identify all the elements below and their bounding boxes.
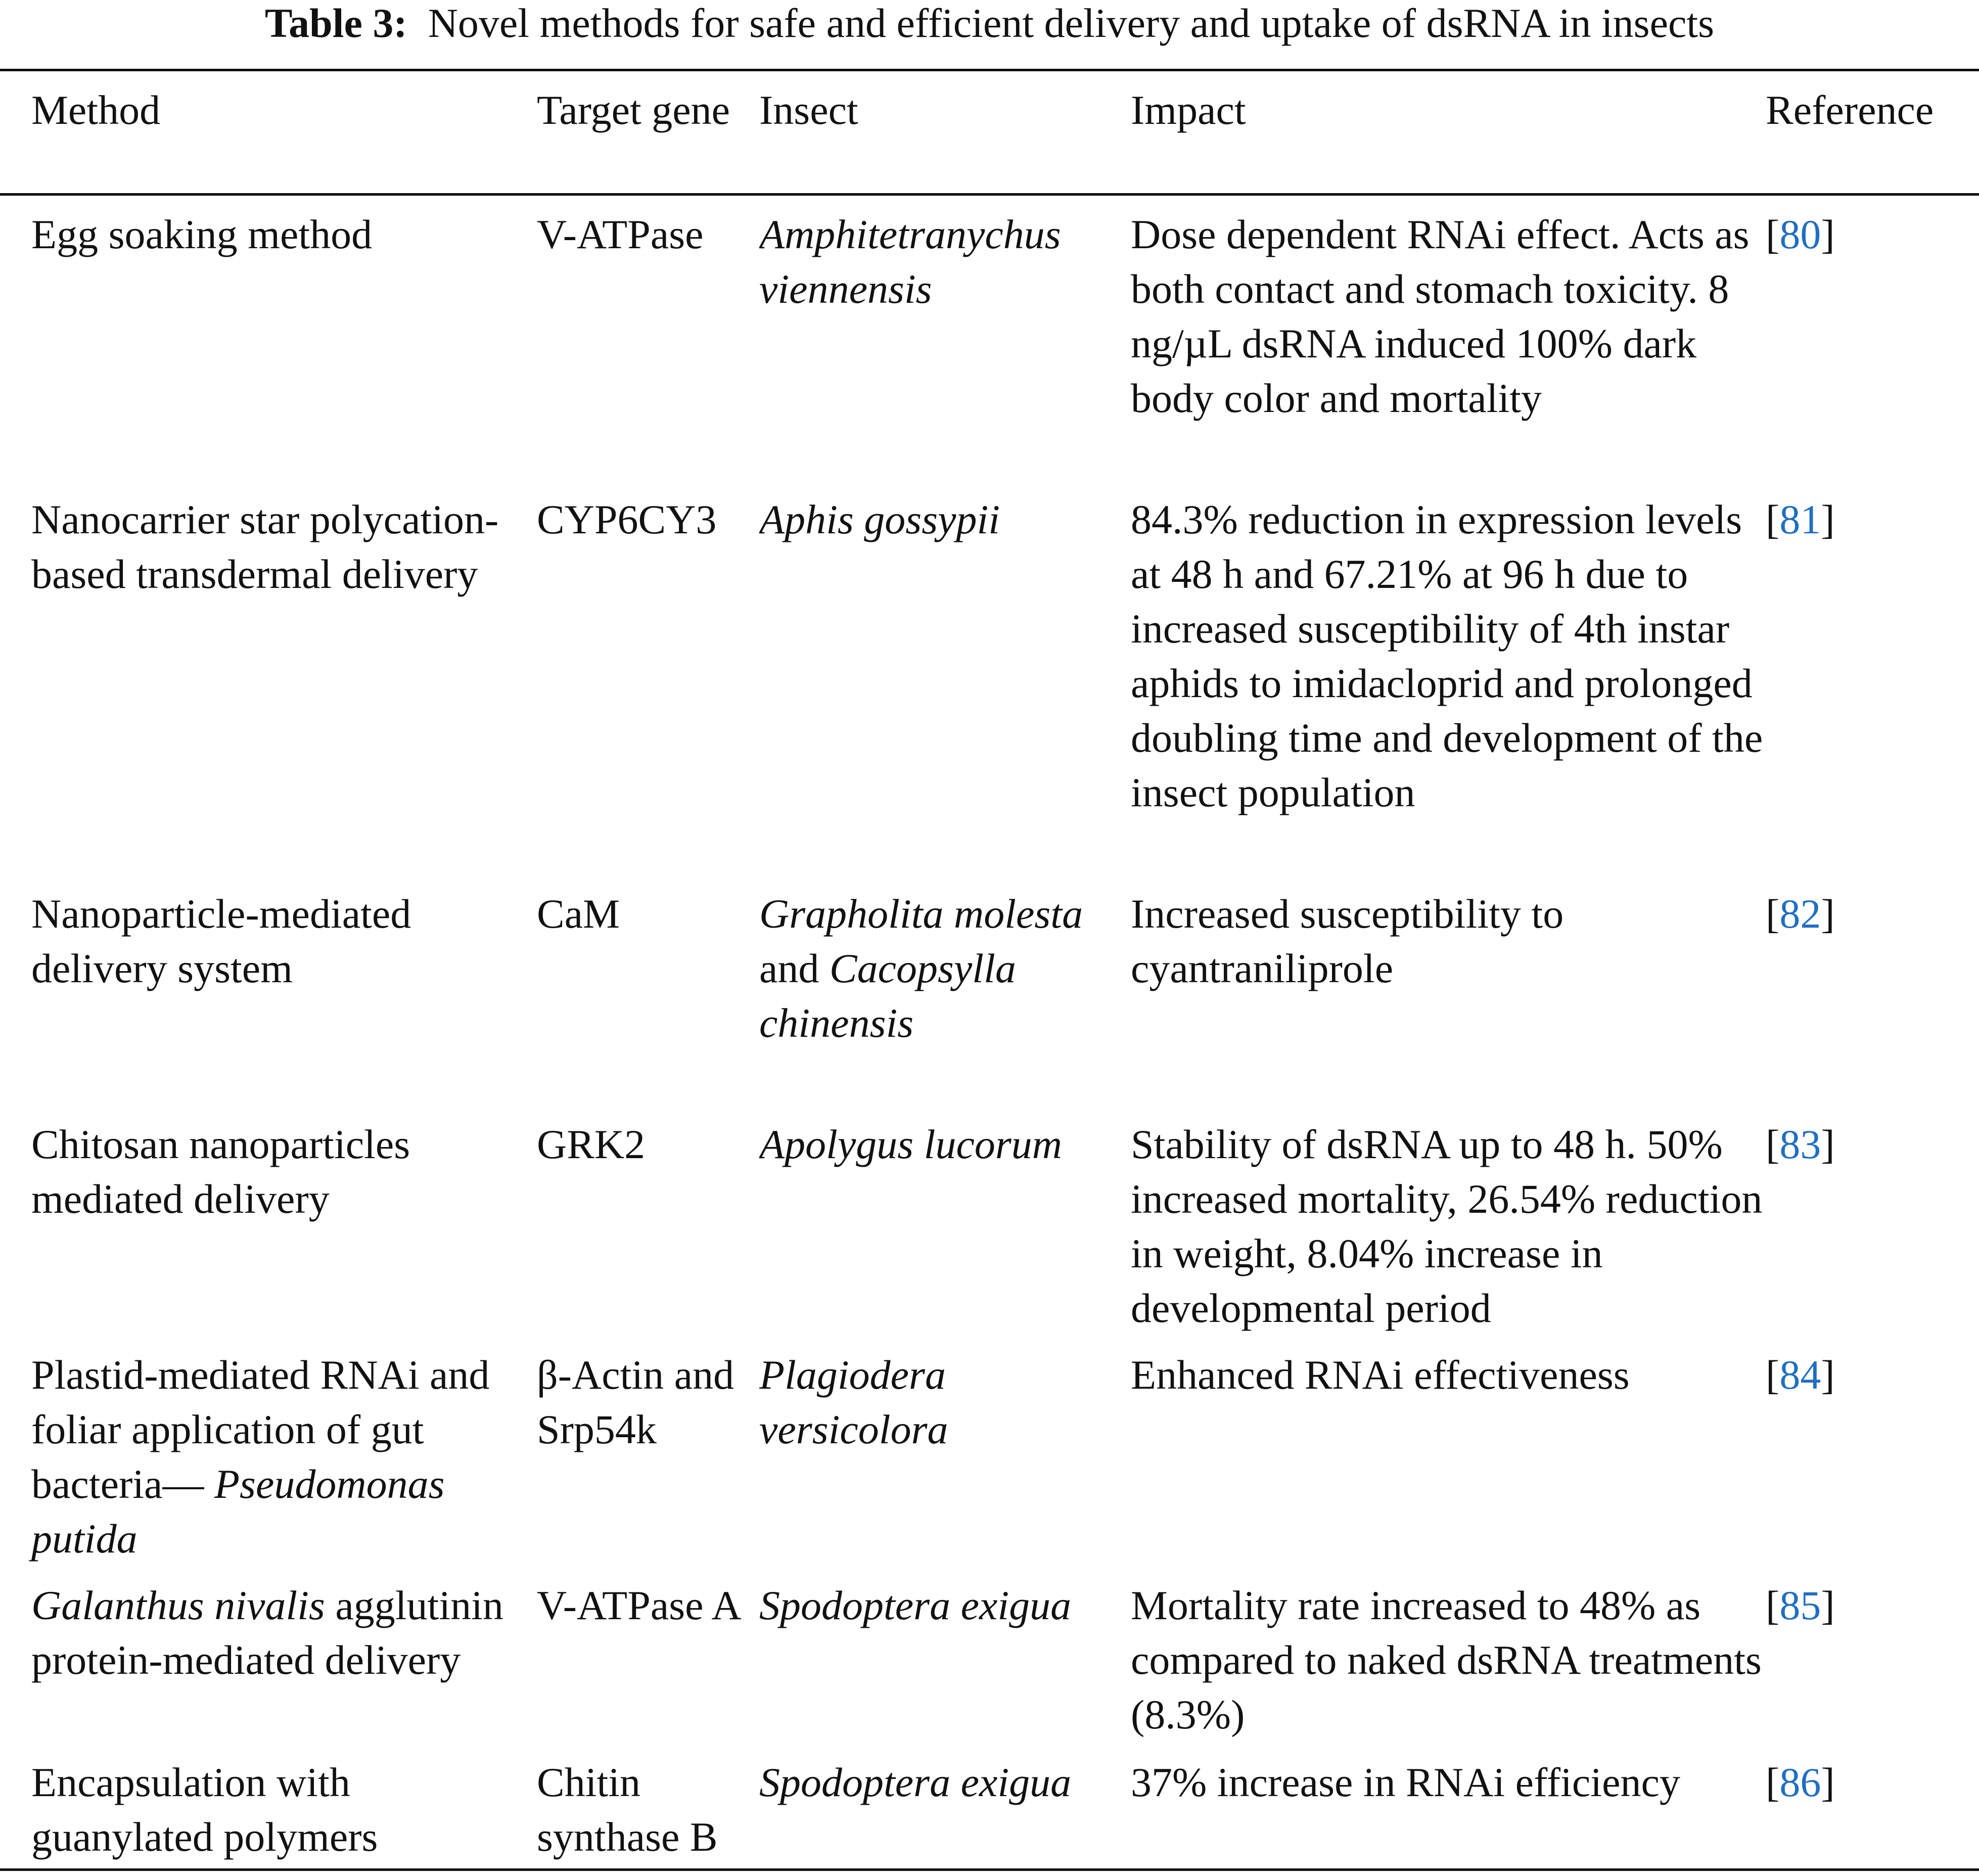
cell-method: Nanoparticle-mediated delivery system	[31, 891, 411, 991]
table-row	[0, 1348, 1979, 1578]
cell-impact: Increased susceptibility to cyantraniliprole	[1131, 891, 1564, 991]
cell-impact: Mortality rate increased to 48% as compared to naked dsRNA treatments (8.3%)	[1131, 1582, 1762, 1737]
table-top-rule	[0, 69, 1979, 71]
cell-reference: [83]	[1766, 1121, 1835, 1167]
reference-link[interactable]: 86	[1779, 1759, 1821, 1805]
table-bottom-rule	[0, 1868, 1979, 1871]
cell-reference: [85]	[1766, 1582, 1835, 1628]
table-row	[0, 1117, 1979, 1348]
header-row	[0, 83, 1979, 207]
method-organism: Galanthus nivalis	[31, 1582, 325, 1628]
table-row	[0, 207, 1979, 492]
reference-link[interactable]: 84	[1779, 1352, 1821, 1398]
table-row	[0, 1578, 1979, 1755]
cell-impact: Stability of dsRNA up to 48 h. 50% increased mortality, 26.54% reduction in weight, 8.04% increase in developmental period	[1131, 1121, 1763, 1331]
cell-insect: Aphis gossypii	[759, 496, 1000, 542]
cell-reference: [86]	[1766, 1759, 1835, 1805]
cell-insect: Amphitetranychus viennensis	[759, 211, 1061, 312]
reference-link[interactable]: 85	[1779, 1582, 1821, 1628]
caption-text: Novel methods for safe and efficient delivery and uptake of dsRNA in insects	[428, 0, 1715, 46]
insect-name-a: Grapholita molesta	[759, 891, 1083, 937]
cell-reference: [80]	[1766, 211, 1835, 257]
methods-table	[0, 83, 1979, 1864]
header-method: Method	[31, 87, 161, 133]
cell-impact: Enhanced RNAi effectiveness	[1131, 1352, 1630, 1398]
reference-link[interactable]: 81	[1779, 496, 1821, 542]
cell-target-gene: β-Actin and Srp54k	[537, 1352, 734, 1452]
cell-impact: Dose dependent RNAi effect. Acts as both contact and stomach toxicity. 8 ng/µL dsRNA induced 100% dark body color and mortality	[1131, 211, 1750, 421]
cell-method	[0, 1578, 537, 1755]
reference-link[interactable]: 82	[1779, 891, 1821, 937]
method-text: agglutinin protein-mediated delivery	[31, 1582, 503, 1683]
method-text: Plastid-mediated RNAi and foliar application of gut bacteria—	[31, 1352, 490, 1507]
cell-method: Encapsulation with guanylated polymers	[31, 1759, 378, 1860]
cell-insect: Plagiodera versicolora	[759, 1352, 948, 1452]
cell-reference: [84]	[1766, 1352, 1835, 1398]
cell-insect: Spodoptera exigua	[759, 1759, 1072, 1805]
cell-target-gene: CYP6CY3	[537, 496, 717, 542]
cell-target-gene: V-ATPase A	[537, 1582, 742, 1628]
cell-target-gene: Chitin synthase B	[537, 1759, 718, 1860]
cell-impact: 84.3% reduction in expression levels at 48 h and 67.21% at 96 h due to increased susceptibility of 4th instar aphids to imidacloprid and prolonged doubling time and development of the insect population	[1131, 496, 1763, 815]
reference-link[interactable]: 83	[1779, 1121, 1821, 1167]
cell-insect: Spodoptera exigua	[759, 1582, 1072, 1628]
header-impact: Impact	[1131, 87, 1246, 133]
insect-conjunction: and	[759, 945, 819, 991]
cell-target-gene: V-ATPase	[537, 211, 704, 257]
cell-target-gene: CaM	[537, 891, 620, 937]
cell-method: Egg soaking method	[31, 211, 373, 257]
insect-name-b: Cacopsylla chinensis	[759, 945, 1016, 1046]
method-organism: Pseudomonas putida	[31, 1461, 445, 1562]
cell-insect: Apolygus lucorum	[759, 1121, 1062, 1167]
header-insect: Insect	[759, 87, 858, 133]
cell-insect	[759, 887, 1131, 1117]
table-row	[0, 492, 1979, 887]
cell-impact: 37% increase in RNAi efficiency	[1131, 1759, 1680, 1805]
header-target-gene: Target gene	[537, 87, 730, 133]
table-row	[0, 1755, 1979, 1864]
reference-link[interactable]: 80	[1779, 211, 1821, 257]
table-row	[0, 887, 1979, 1117]
header-reference: Reference	[1766, 87, 1934, 133]
cell-reference: [81]	[1766, 496, 1835, 542]
cell-method	[0, 1348, 537, 1578]
cell-method: Chitosan nanoparticles mediated delivery	[31, 1121, 410, 1222]
cell-reference: [82]	[1766, 891, 1835, 937]
cell-method: Nanocarrier star polycation-based transdermal delivery	[31, 496, 499, 597]
table-caption	[0, 0, 1979, 47]
cell-target-gene: GRK2	[537, 1121, 646, 1167]
caption-label: Table 3:	[264, 0, 407, 46]
